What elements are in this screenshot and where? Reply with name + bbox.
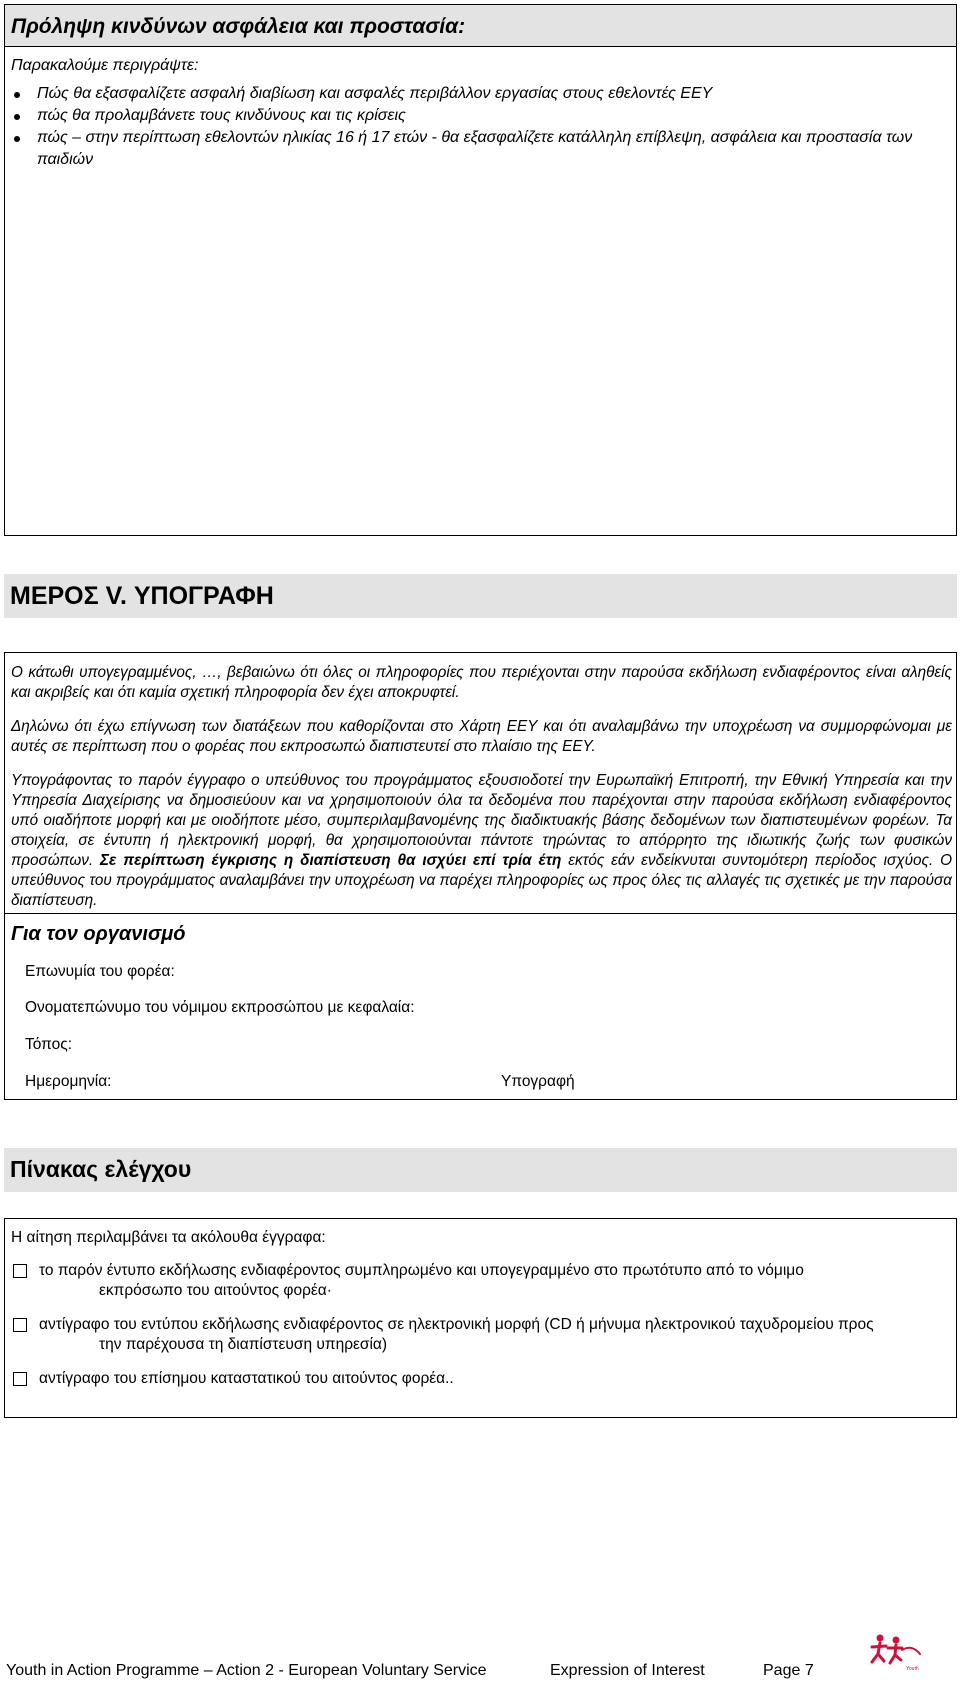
checklist-intro: Η αίτηση περιλαμβάνει τα ακόλουθα έγγραφα: [11,1229,326,1246]
organisation-divider [4,913,957,914]
risk-bullet-list [11,83,951,171]
declaration-p3-bold: Σε περίπτωση έγκρισης η διαπίστευση θα ισχύει επί τρία έτη [100,852,562,869]
risk-prevention-box [4,4,957,536]
checklist-item [13,1315,948,1355]
risk-title-bar [5,5,956,47]
declaration-box [4,652,957,1100]
risk-section-title: Πρόληψη κινδύνων ασφάλεια και προστασία: [11,15,466,38]
part5-title: ΜΕΡΟΣ V. ΥΠΟΓΡΑΦΗ [10,582,274,610]
page-footer [0,1662,960,1682]
svg-text:Youth: Youth [906,1666,919,1672]
checklist-item-text: αντίγραφο του επίσημου καταστατικού του αιτούντος φορέα.. [39,1370,454,1387]
checklist-title: Πίνακας ελέγχου [10,1156,192,1182]
place-field[interactable]: Τόπος: [25,1036,73,1053]
footer-document-type: Expression of Interest [550,1662,705,1679]
risk-intro: Παρακαλούμε περιγράψτε: [11,57,199,74]
declaration-paragraph-1: Ο κάτωθι υπογεγραμμένος, …, βεβαιώνω ότι όλες οι πληροφορίες που περιέχονται στην παρούσα εκδήλωση ενδιαφέροντος είναι αληθείς και ακριβείς και ότι καμία σχετική πληροφορία δεν έχει αποκρυφτεί. [11,664,952,701]
organisation-heading: Για τον οργανισμό [11,923,186,945]
declaration-p3-text: Υπογράφοντας το παρόν έγγραφο ο υπεύθυνος του προγράμματος εξουσιοδοτεί την Ευρωπαϊκή Επιτροπή, την Εθνική Υπηρεσία και την Υπηρεσία Διαχείρισης να δημοσιεύουν και να χρησιμοποιούν όλα τα δεδομένα που παρέχονται στην παρούσα εκδήλωση ενδιαφέροντος υπό οιαδήποτε μορφή και με οιοδήποτε μέσο, συμπεριλαμβανομένης της διαδικτυακής βάσης δεδομένων των διαπιστευμένων φορέων. Τα στοιχεία, σε έντυπη ή ηλεκτρονική μορφή, θα χρησιμοποιούνται πάντοτε τηρώντας το απόρρητο της ιδιωτικής ζωής των φυσικών προσώπων. [11,772,952,869]
declaration-p3-text-end: εκτός εάν ενδείκνυται συντομότερη περίοδος ισχύος. Ο υπεύθυνος του προγράμματος αναλαμβάνει την υποχρέωση να παρέχει πληροφορίες ως προς όλες τις αλλαγές τις σχετικές με την παρούσα διαπίστευση. [11,852,952,909]
risk-bullet: πώς θα προλαμβάνετε τους κινδύνους και τις κρίσεις [11,105,951,127]
declaration-paragraph-2: Δηλώνω ότι έχω επίγνωση των διατάξεων που καθορίζονται στο Χάρτη ΕΕΥ και ότι αναλαμβάνω την υποχρέωση να συμμορφώνομαι με αυτές σε περίπτωση που ο φορέας που εκπροσωπώ διαπιστευτεί στο πλαίσιο της ΕΕΥ. [11,718,952,755]
risk-bullet: πώς – στην περίπτωση εθελοντών ηλικίας 16 ή 17 ετών - θα εξασφαλίζετε κατάλληλη επίβλεψη, ασφάλεια και προστασία των παιδιών [11,127,951,171]
checklist-item [13,1369,948,1389]
checkbox[interactable] [13,1372,27,1386]
entity-name-field[interactable]: Επωνυμία του φορέα: [25,963,175,980]
date-field[interactable]: Ημερομηνία: [25,1073,112,1090]
checklist-heading-bar [4,1148,957,1192]
part5-heading-bar [4,574,957,618]
checklist-item-text: αντίγραφο του εντύπου εκδήλωσης ενδιαφέροντος σε ηλεκτρονική μορφή (CD ή μήνυμα ηλεκτρονικού ταχυδρομείου προς [39,1316,874,1333]
risk-bullet: Πώς θα εξασφαλίζετε ασφαλή διαβίωση και ασφαλές περιβάλλον εργασίας στους εθελοντές ΕΕΥ [11,83,951,105]
legal-representative-field[interactable]: Ονοματεπώνυμο του νόμιμου εκπροσώπου με κεφαλαία: [25,999,415,1016]
checklist-item [13,1261,948,1301]
footer-programme: Youth in Action Programme – Action 2 - European Voluntary Service [6,1662,487,1679]
checkbox[interactable] [13,1264,27,1278]
checklist-item-text-cont: εκπρόσωπο του αιτούντος φορέα· [99,1282,332,1299]
checklist-box [4,1218,957,1418]
checklist-item-text-cont: την παρέχουσα τη διαπίστευση υπηρεσία) [99,1336,388,1353]
declaration-paragraph-3 [11,771,952,911]
signature-field[interactable]: Υπογραφή [501,1073,575,1090]
checklist-item-text: το παρόν έντυπο εκδήλωσης ενδιαφέροντος συμπληρωμένο και υπογεγραμμένο στο πρωτότυπο από το νόμιμο [39,1262,804,1279]
checkbox[interactable] [13,1318,27,1332]
footer-page-number: Page 7 [763,1662,814,1679]
